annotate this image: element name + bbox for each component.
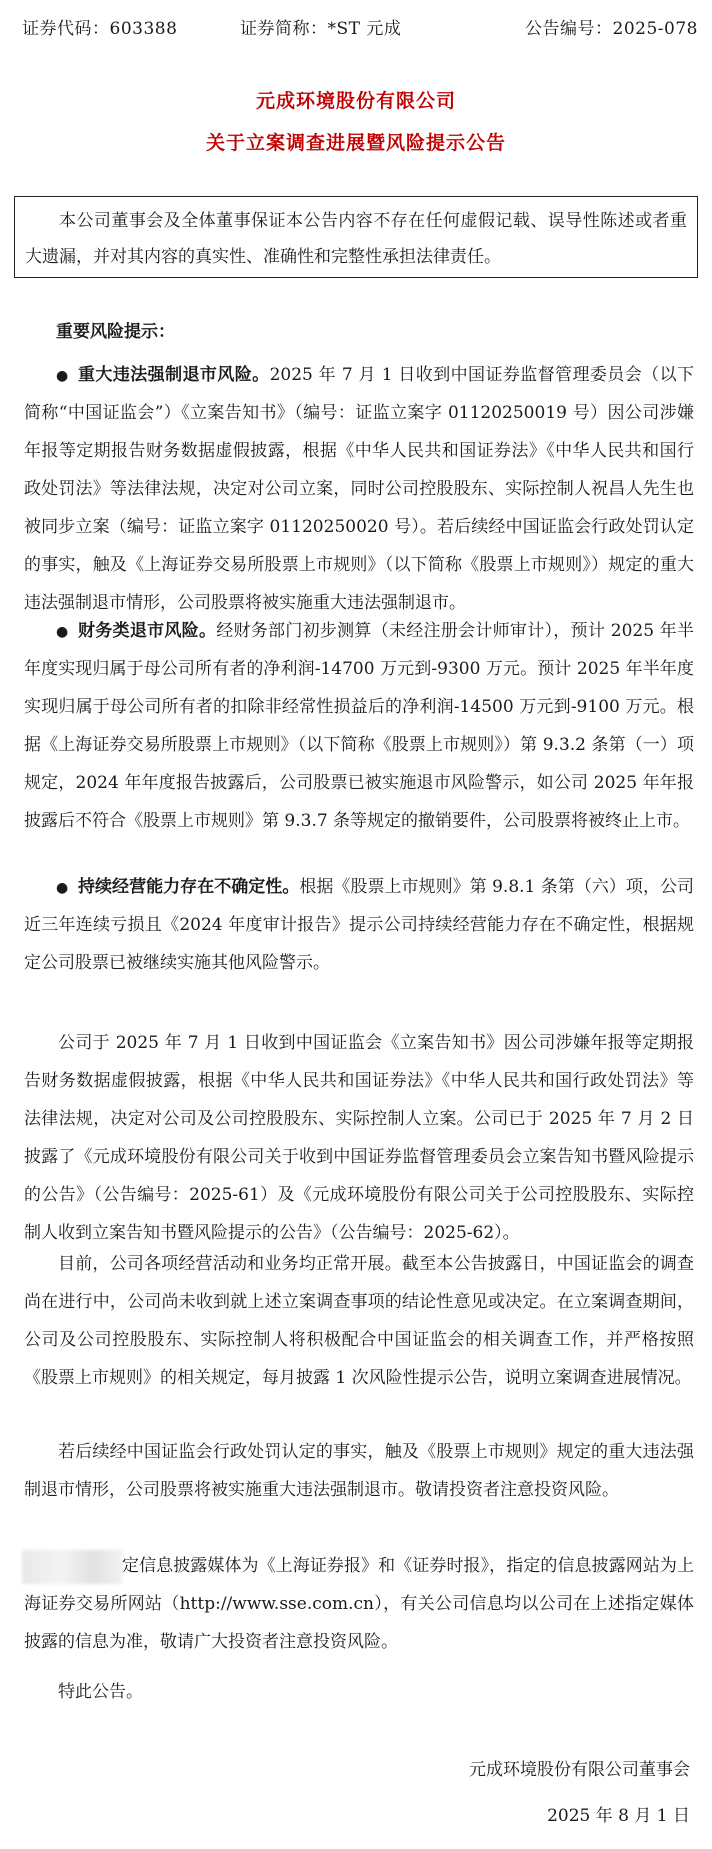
- risk-item-title: 持续经营能力存在不确定性。: [78, 877, 300, 897]
- bullet-dot-icon: ●: [56, 880, 69, 896]
- document-header: [22, 14, 698, 42]
- risk-item-text: 经财务部门初步测算（未经注册会计师审计），预计 2025 年半年度实现归属于母公司所有者的净利润-14700 万元到-9300 万元。预计 2025 年半年度实现归属于母公司所有者的扣除非经常性损益后的净利润-14500 万元到-9100 万元。根据《上海证券交易所股票上市规则》（以下简称《股票上市规则》）第 9.3.2 条第（一）项规定，2024 年年度报告披露后，公司股票已被实施退市风险警示，如公司 2025 年年报披露后不符合《股票上市规则》第 9.3.7 条等规定的撤销要件，公司股票将被终止上市。: [24, 621, 694, 831]
- bullet-dot-icon: ●: [56, 368, 69, 384]
- announcement-title: 关于立案调查进展暨风险提示公告: [205, 132, 506, 154]
- risk-item-title: 财务类退市风险。: [78, 621, 217, 641]
- bullet-dot-icon: ●: [56, 624, 69, 640]
- stock-code: 证券代码：603388: [22, 19, 178, 39]
- company-title: 元成环境股份有限公司: [255, 90, 456, 112]
- risk-item-delisting-violation: [24, 356, 694, 622]
- body-paragraph-2: 目前，公司各项经营活动和业务均正常开展。截至本公告披露日，中国证监会的调查尚在进行中，公司尚未收到就上述立案调查事项的结论性意见或决定。在立案调查期间，公司及公司控股股东、实际控制人将积极配合中国证监会的相关调查工作，并严格按照《股票上市规则》的相关规定，每月披露 1 次风险性提示公告，说明立案调查进展情况。: [24, 1254, 694, 1388]
- risk-item-text: 根据《股票上市规则》第 9.8.1 条第（六）项，公司近三年连续亏损且《2024 年度审计报告》提示公司持续经营能力存在不确定性，根据规定公司股票已被继续实施其他风险警示。: [24, 877, 695, 973]
- signature-company: 元成环境股份有限公司董事会: [469, 1760, 690, 1780]
- risk-item-financial-delisting: [24, 612, 694, 840]
- signature-date: 2025 年 8 月 1 日: [547, 1806, 690, 1826]
- body-paragraph-4: 定信息披露媒体为《上海证券报》和《证券时报》，指定的信息披露网站为上海证券交易所网站（http://www.sse.com.cn），有关公司信息均以公司在上述指定媒体披露的信息为准，敬请广大投资者注意投资风险。: [24, 1556, 694, 1652]
- body-paragraph-3: 若后续经中国证监会行政处罚认定的事实，触及《股票上市规则》规定的重大违法强制退市情形，公司股票将被实施重大违法强制退市。敬请投资者注意投资风险。: [24, 1442, 694, 1500]
- board-statement-box: 本公司董事会及全体董事保证本公告内容不存在任何虚假记载、误导性陈述或者重大遗漏，并对其内容的真实性、准确性和完整性承担法律责任。: [14, 196, 698, 278]
- risk-item-going-concern: [24, 868, 694, 982]
- body-paragraph-1: 公司于 2025 年 7 月 1 日收到中国证监会《立案告知书》因公司涉嫌年报等定期报告财务数据虚假披露，根据《中华人民共和国证券法》《中华人民共和国行政处罚法》等法律法规，决定对公司及公司控股股东、实际控制人立案。公司已于 2025 年 7 月 2 日披露了《元成环境股份有限公司关于收到中国证券监督管理委员会立案告知书暨风险提示的公告》（公告编号：2025-61）及《元成环境股份有限公司关于公司控股股东、实际控制人收到立案告知书暨风险提示的公告》（公告编号：2025-62）。: [24, 1033, 694, 1243]
- risk-item-text: 2025 年 7 月 1 日收到中国证券监督管理委员会（以下简称“中国证监会”）《立案告知书》（编号：证监立案字 01120250019 号）因公司涉嫌年报等定期报告财务数据虚假披露，根据《中华人民共和国证券法》《中华人民共和国行政处罚法》等法律法规，决定对公司立案，同时公司控股股东、实际控制人祝昌人先生也被同步立案（编号：证监立案字 01120250020 号）。若后续经中国证监会行政处罚认定的事实，触及《上海证券交易所股票上市规则》（以下简称《股票上市规则》）规定的重大违法强制退市情形，公司股票将被实施重大违法强制退市。: [24, 365, 694, 613]
- announcement-number: 公告编号：2025-078: [525, 19, 698, 39]
- risk-heading: 重要风险提示：: [56, 322, 175, 342]
- stock-abbreviation: 证券简称：*ST 元成: [240, 19, 402, 39]
- closing-text: 特此公告。: [58, 1682, 143, 1702]
- risk-item-title: 重大违法强制退市风险。: [78, 365, 270, 385]
